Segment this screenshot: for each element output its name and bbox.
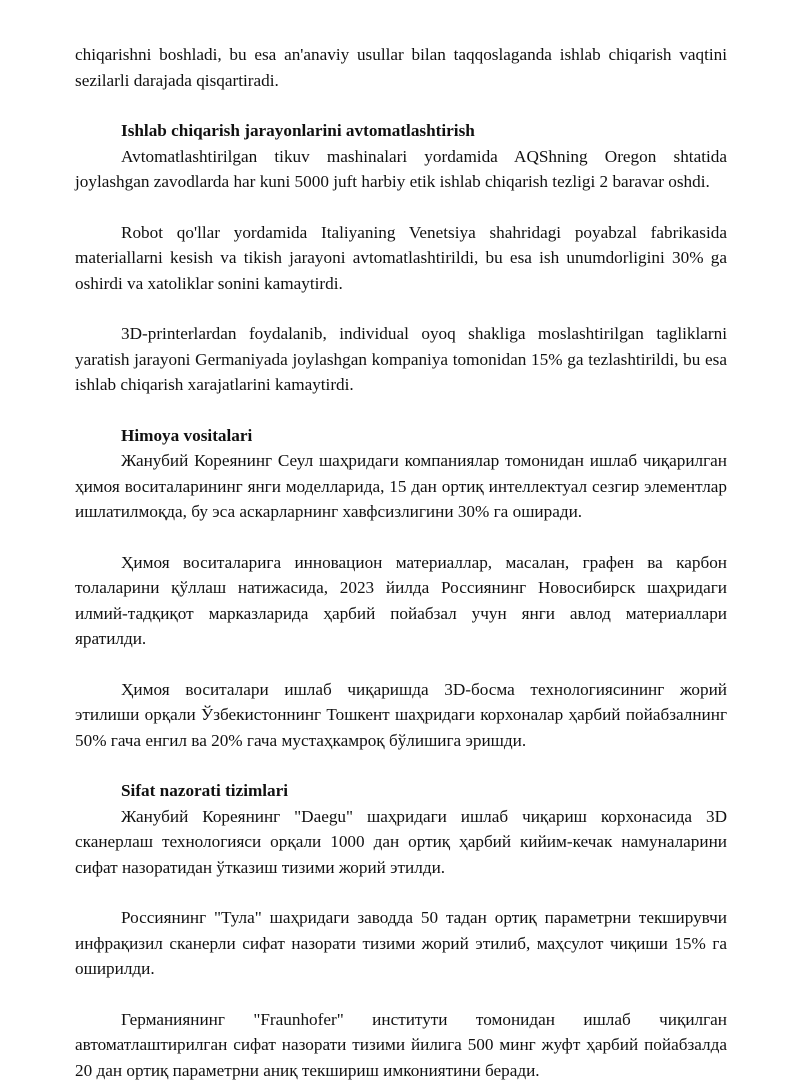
protection-paragraph-2: Ҳимоя воситаларига инновацион материаллар, масалан, графен ва карбон толаларини қўллаш натижасида, 2023 йилда Россиянинг Новосибирск шаҳридаги илмий-тадқиқот марказларида ҳарбий пойабзал учун янги авлод материаллари яратилди. [75, 550, 727, 652]
section-heading-quality-control: Sifat nazorati tizimlari [75, 778, 727, 804]
quality-paragraph-1: Жанубий Кореянинг "Daegu" шаҳридаги ишлаб чиқариш корхонасида 3D сканерлаш технологияси орқали 1000 дан ортиқ ҳарбий кийим-кечак намуналарини сифат назоратидан ўтказиш тизими жорий этилди. [75, 804, 727, 881]
document-page [75, 42, 727, 1083]
quality-paragraph-2: Россиянинг "Тула" шаҳридаги заводда 50 тадан ортиқ параметрни текширувчи инфрақизил сканерли сифат назорати тизими жорий этилиб, маҳсулот чиқиши 15% га оширилди. [75, 905, 727, 982]
intro-paragraph: chiqarishni boshladi, bu esa an'anaviy usullar bilan taqqoslaganda ishlab chiqarish vaqtini sezilarli darajada qisqartiradi. [75, 42, 727, 93]
protection-paragraph-3: Ҳимоя воситалари ишлаб чиқаришда 3D-босма технологиясининг жорий этилиши орқали Ўзбекистоннинг Тошкент шаҳридаги корхоналар ҳарбий пойабзалнинг 50% гача енгил ва 20% гача мустаҳкамроқ бўлишига эришди. [75, 677, 727, 754]
protection-paragraph-1: Жанубий Кореянинг Сеул шаҳридаги компаниялар томонидан ишлаб чиқарилган ҳимоя воситаларининг янги моделларида, 15 дан ортиқ интеллектуал сезгир элементлар ишлатилмоқда, бу эса аскарларнинг хавфсизлигини 30% га оширади. [75, 448, 727, 525]
quality-paragraph-3: Германиянинг "Fraunhofer" институти томонидан ишлаб чиқилган автоматлаштирилган сифат назорати тизими йилига 500 минг жуфт ҳарбий пойабзалда 20 дан ортиқ параметрни аниқ текшириш имкониятини беради. [75, 1007, 727, 1083]
automation-paragraph-1: Avtomatlashtirilgan tikuv mashinalari yordamida AQShning Oregon shtatida joylashgan zavodlarda har kuni 5000 juft harbiy etik ishlab chiqarish tezligi 2 baravar oshdi. [75, 144, 727, 195]
section-heading-protection: Himoya vositalari [75, 423, 727, 449]
automation-paragraph-3: 3D-printerlardan foydalanib, individual oyoq shakliga moslashtirilgan tagliklarni yaratish jarayoni Germaniyada joylashgan kompaniya tomonidan 15% ga tezlashtirildi, bu esa ishlab chiqarish xarajatlarini kamaytirdi. [75, 321, 727, 398]
section-heading-automation: Ishlab chiqarish jarayonlarini avtomatlashtirish [75, 118, 727, 144]
automation-paragraph-2: Robot qo'llar yordamida Italiyaning Venetsiya shahridagi poyabzal fabrikasida materiallarni kesish va tikish jarayoni avtomatlashtirildi, bu esa ish unumdorligini 30% ga oshirdi va xatoliklar sonini kamaytirdi. [75, 220, 727, 297]
